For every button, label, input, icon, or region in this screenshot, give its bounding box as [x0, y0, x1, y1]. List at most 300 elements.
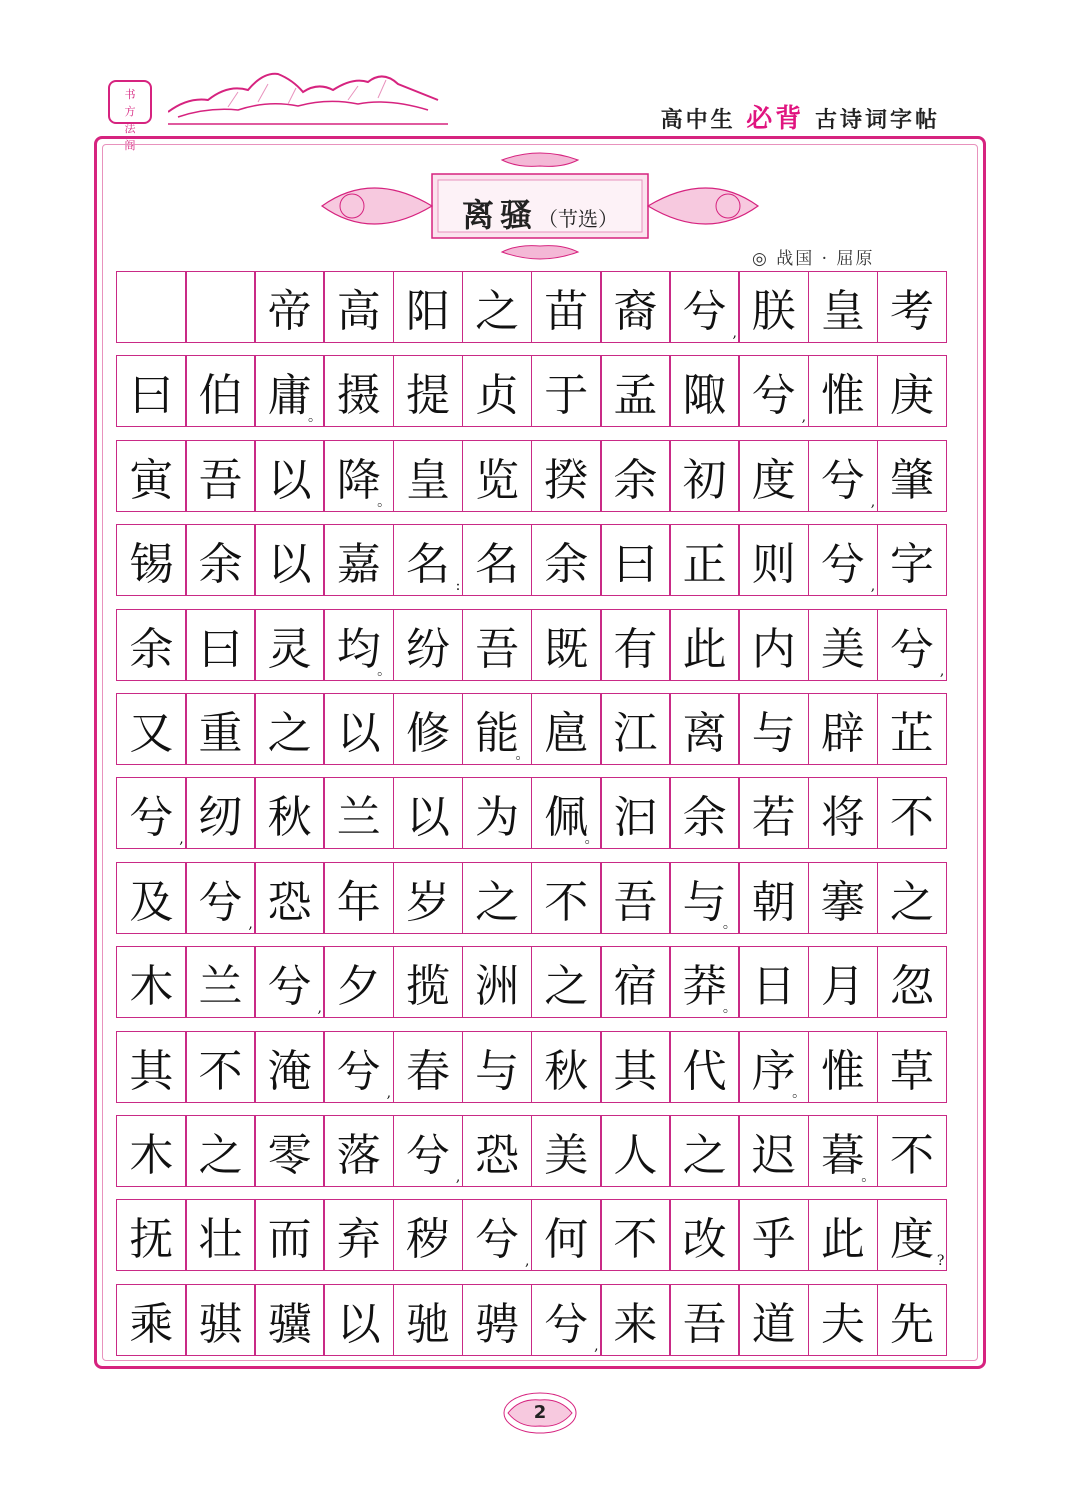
cell-character: 吾 — [475, 623, 520, 675]
cell-character: 陬 — [682, 370, 727, 422]
cell-character: 先 — [890, 1298, 935, 1350]
cell-character: 江 — [613, 707, 658, 759]
cell-character: 而 — [267, 1214, 312, 1266]
grid-cell — [116, 1115, 187, 1187]
cell-character: 迟 — [751, 1129, 796, 1181]
grid-cell — [254, 777, 325, 849]
grid-row — [116, 1115, 964, 1187]
grid-cell — [185, 1284, 256, 1356]
cell-punctuation: 。 — [377, 662, 392, 679]
grid-cell — [185, 609, 256, 681]
grid-cell — [185, 862, 256, 934]
cell-punctuation: , — [870, 493, 876, 510]
cell-character: 度 — [890, 1214, 935, 1266]
grid-cell — [462, 1031, 533, 1103]
grid-cell — [323, 609, 394, 681]
cell-punctuation: , — [317, 1000, 322, 1017]
cell-character: 草 — [890, 1045, 935, 1097]
cell-character: 以 — [336, 1298, 381, 1350]
cell-character: 字 — [890, 539, 935, 591]
grid-cell — [116, 1284, 187, 1356]
cell-punctuation: , — [455, 1168, 461, 1185]
cell-character: 高 — [336, 286, 381, 337]
grid-row — [116, 693, 964, 765]
grid-cell — [323, 271, 394, 343]
cell-character: 落 — [336, 1129, 381, 1181]
grid-cell — [185, 355, 256, 427]
grid-cell — [185, 524, 256, 596]
grid-cell — [669, 440, 740, 512]
grid-cell — [116, 609, 187, 681]
grid-cell — [600, 355, 671, 427]
grid-cell — [116, 862, 187, 934]
cell-punctuation: , — [801, 409, 807, 426]
grid-cell — [116, 271, 187, 343]
cell-character: 不 — [198, 1045, 243, 1097]
cell-character: 兮 — [820, 454, 865, 506]
grid-cell — [531, 524, 602, 596]
grid-cell — [254, 1284, 325, 1356]
grid-cell — [877, 524, 948, 596]
grid-cell — [254, 1031, 325, 1103]
cell-character: 何 — [544, 1214, 589, 1266]
cell-character: 洲 — [475, 961, 520, 1013]
cell-character: 余 — [682, 792, 727, 844]
cell-character: 其 — [613, 1045, 658, 1097]
grid-cell — [254, 1199, 325, 1271]
grid-cell — [462, 1115, 533, 1187]
grid-cell — [254, 862, 325, 934]
cell-character: 兮 — [820, 539, 865, 591]
cell-character: 孟 — [613, 370, 658, 422]
grid-cell — [600, 609, 671, 681]
grid-cell — [738, 1115, 809, 1187]
cell-character: 淹 — [267, 1045, 312, 1097]
cell-character: 与 — [751, 707, 796, 759]
grid-cell — [323, 693, 394, 765]
cell-character: 零 — [267, 1129, 312, 1181]
grid-cell — [393, 946, 464, 1018]
grid-cell — [531, 1115, 602, 1187]
grid-cell — [462, 524, 533, 596]
grid-cell — [462, 946, 533, 1018]
cell-character: 暮 — [820, 1129, 865, 1181]
grid-cell — [877, 693, 948, 765]
cell-character: 恐 — [475, 1129, 520, 1181]
cell-character: 正 — [682, 539, 727, 591]
cell-character: 骐 — [198, 1298, 243, 1350]
grid-cell — [185, 946, 256, 1018]
cell-character: 之 — [475, 876, 520, 928]
grid-row — [116, 1284, 964, 1356]
cell-punctuation: , — [870, 578, 876, 595]
grid-cell — [808, 440, 879, 512]
cell-character: 不 — [890, 1129, 935, 1181]
grid-cell — [393, 862, 464, 934]
grid-cell — [808, 777, 879, 849]
grid-cell — [600, 777, 671, 849]
grid-cell — [600, 524, 671, 596]
grid-cell — [600, 862, 671, 934]
cell-character: 忽 — [890, 961, 935, 1013]
cell-character: 揆 — [544, 454, 589, 506]
grid-cell — [600, 693, 671, 765]
cell-character: 兮 — [129, 792, 174, 844]
cell-character: 将 — [820, 792, 865, 844]
cell-character: 有 — [613, 623, 658, 675]
grid-cell — [877, 946, 948, 1018]
cell-character: 抚 — [129, 1214, 174, 1266]
grid-cell — [877, 609, 948, 681]
cell-character: 骥 — [267, 1298, 312, 1350]
cell-character: 日 — [751, 961, 796, 1013]
grid-cell — [808, 355, 879, 427]
cell-character: 兰 — [198, 961, 243, 1013]
cell-character: 修 — [405, 707, 450, 759]
grid-cell — [877, 1284, 948, 1356]
grid-cell — [669, 1199, 740, 1271]
cell-character: 不 — [890, 792, 935, 844]
grid-cell — [531, 862, 602, 934]
cell-character: 阳 — [405, 286, 450, 337]
grid-row — [116, 440, 964, 512]
grid-cell — [531, 693, 602, 765]
poem-title-sub: （节选） — [538, 207, 618, 231]
grid-cell — [254, 693, 325, 765]
grid-row — [116, 777, 964, 849]
cell-character: 以 — [405, 792, 450, 844]
cell-character: 纫 — [198, 792, 243, 844]
grid-cell — [323, 440, 394, 512]
grid-cell — [738, 777, 809, 849]
cell-punctuation: 。 — [377, 493, 392, 510]
cell-character: 度 — [751, 454, 796, 506]
grid-cell — [738, 271, 809, 343]
cell-character: 重 — [198, 707, 243, 759]
grid-cell — [669, 1284, 740, 1356]
cell-character: 乎 — [751, 1214, 796, 1266]
mountain-illustration — [168, 62, 448, 132]
cell-character: 余 — [544, 539, 589, 591]
cell-character: 余 — [613, 454, 658, 506]
grid-cell — [462, 271, 533, 343]
grid-cell — [116, 693, 187, 765]
cell-character: 裔 — [613, 286, 658, 337]
cell-character: 之 — [544, 961, 589, 1013]
poem-title — [0, 190, 1080, 236]
grid-cell — [808, 862, 879, 934]
cell-character: 莽 — [682, 961, 727, 1013]
cell-character: 余 — [198, 539, 243, 591]
cell-character: 道 — [751, 1298, 796, 1350]
cell-character: 伯 — [198, 370, 243, 422]
cell-character: 及 — [129, 876, 174, 928]
grid-cell — [600, 1284, 671, 1356]
cell-character: 木 — [129, 961, 174, 1013]
cell-character: 降 — [336, 454, 381, 506]
cell-character: 提 — [405, 370, 450, 422]
cell-character: 为 — [475, 792, 520, 844]
grid-cell — [393, 693, 464, 765]
cell-character: 兮 — [544, 1298, 589, 1350]
cell-character: 改 — [682, 1214, 727, 1266]
grid-cell — [531, 1284, 602, 1356]
grid-cell — [116, 355, 187, 427]
grid-cell — [877, 862, 948, 934]
cell-character: 朝 — [751, 876, 796, 928]
cell-punctuation: 。 — [722, 915, 737, 932]
cell-punctuation: 。 — [792, 1084, 807, 1101]
cell-character: 内 — [751, 623, 796, 675]
grid-cell — [393, 440, 464, 512]
grid-cell — [669, 693, 740, 765]
cell-character: 又 — [129, 707, 174, 759]
grid-cell — [669, 946, 740, 1018]
grid-cell — [393, 1199, 464, 1271]
cell-character: 来 — [613, 1298, 658, 1350]
grid-cell — [808, 271, 879, 343]
grid-cell — [808, 609, 879, 681]
cell-character: 苗 — [544, 286, 589, 337]
cell-character: 之 — [682, 1129, 727, 1181]
grid-cell — [531, 440, 602, 512]
cell-character: 与 — [475, 1045, 520, 1097]
cell-character: 年 — [336, 876, 381, 928]
cell-character: 夫 — [820, 1298, 865, 1350]
grid-cell — [808, 1031, 879, 1103]
grid-cell — [877, 440, 948, 512]
cell-character: 曰 — [613, 539, 658, 591]
grid-cell — [185, 1115, 256, 1187]
cell-character: 秽 — [405, 1214, 450, 1266]
cell-character: 兮 — [405, 1129, 450, 1181]
grid-cell — [669, 609, 740, 681]
grid-cell — [738, 355, 809, 427]
grid-cell — [738, 862, 809, 934]
cell-character: 以 — [267, 539, 312, 591]
grid-cell — [462, 777, 533, 849]
grid-cell — [393, 355, 464, 427]
grid-cell — [185, 1199, 256, 1271]
grid-cell — [877, 1031, 948, 1103]
grid-cell — [393, 524, 464, 596]
cell-character: 乘 — [129, 1298, 174, 1350]
cell-character: 嘉 — [336, 539, 381, 591]
cell-character: 初 — [682, 454, 727, 506]
poem-title-main: 离骚 — [461, 196, 538, 234]
cell-punctuation: 。 — [722, 1000, 737, 1017]
cell-character: 不 — [544, 876, 589, 928]
cell-character: 皇 — [820, 286, 865, 337]
cell-character: 芷 — [890, 707, 935, 759]
cell-punctuation: ? — [936, 1253, 945, 1270]
grid-cell — [738, 946, 809, 1018]
grid-cell — [185, 693, 256, 765]
cell-character: 能 — [475, 707, 520, 759]
grid-cell — [877, 1115, 948, 1187]
cell-character: 兮 — [751, 370, 796, 422]
cell-character: 兮 — [198, 876, 243, 928]
grid-cell — [254, 946, 325, 1018]
grid-cell — [600, 1031, 671, 1103]
cell-character: 纷 — [405, 623, 450, 675]
publisher-seal: 书 方 法 阁 — [108, 80, 152, 124]
cell-character: 壮 — [198, 1214, 243, 1266]
grid-cell — [462, 355, 533, 427]
grid-cell — [116, 777, 187, 849]
cell-character: 兮 — [682, 286, 727, 337]
cell-punctuation: 。 — [861, 1168, 876, 1185]
cell-character: 之 — [475, 286, 520, 337]
cell-punctuation: , — [386, 1084, 392, 1101]
grid-cell — [808, 1199, 879, 1271]
cell-character: 序 — [751, 1045, 796, 1097]
cell-character: 摄 — [336, 370, 381, 422]
cell-character: 既 — [544, 623, 589, 675]
grid-cell — [116, 1199, 187, 1271]
grid-cell — [393, 271, 464, 343]
grid-cell — [600, 440, 671, 512]
cell-character: 吾 — [682, 1298, 727, 1350]
grid-cell — [254, 1115, 325, 1187]
grid-row — [116, 355, 964, 427]
cell-character: 人 — [613, 1129, 658, 1181]
grid-cell — [323, 524, 394, 596]
grid-cell — [116, 946, 187, 1018]
grid-cell — [462, 862, 533, 934]
cell-punctuation: , — [594, 1337, 599, 1354]
grid-cell — [462, 1199, 533, 1271]
cell-character: 则 — [751, 539, 796, 591]
cell-character: 扈 — [544, 707, 589, 759]
grid-cell — [531, 355, 602, 427]
grid-cell — [185, 440, 256, 512]
cell-character: 宿 — [613, 961, 658, 1013]
cell-character: 考 — [890, 286, 935, 337]
cell-punctuation: : — [455, 578, 461, 595]
cell-character: 秋 — [544, 1045, 589, 1097]
cell-punctuation: , — [524, 1253, 530, 1270]
cell-character: 名 — [405, 539, 450, 591]
cell-character: 均 — [336, 623, 381, 675]
cell-character: 朕 — [751, 286, 796, 337]
grid-cell — [669, 271, 740, 343]
cell-punctuation: 。 — [584, 831, 599, 848]
cell-character: 之 — [198, 1129, 243, 1181]
cell-character: 肇 — [890, 454, 935, 506]
grid-cell — [531, 271, 602, 343]
grid-cell — [738, 693, 809, 765]
cell-character: 庚 — [890, 370, 935, 422]
grid-cell — [600, 271, 671, 343]
grid-cell — [116, 440, 187, 512]
grid-cell — [185, 1031, 256, 1103]
cell-character: 代 — [682, 1045, 727, 1097]
cell-character: 离 — [682, 707, 727, 759]
cell-character: 之 — [890, 876, 935, 928]
grid-row — [116, 524, 964, 596]
grid-cell — [323, 862, 394, 934]
cell-character: 览 — [475, 454, 520, 506]
grid-row — [116, 1031, 964, 1103]
grid-cell — [462, 693, 533, 765]
grid-cell — [185, 271, 256, 343]
cell-character: 其 — [129, 1045, 174, 1097]
book-title-highlight: 必背 — [746, 104, 805, 134]
cell-punctuation: , — [248, 915, 253, 932]
cell-character: 美 — [544, 1129, 589, 1181]
grid-cell — [393, 777, 464, 849]
cell-character: 曰 — [129, 370, 174, 422]
cell-character: 恐 — [267, 876, 312, 928]
grid-cell — [738, 1199, 809, 1271]
cell-character: 秋 — [267, 792, 312, 844]
grid-cell — [669, 1031, 740, 1103]
grid-cell — [323, 1284, 394, 1356]
cell-character: 不 — [613, 1214, 658, 1266]
grid-cell — [877, 355, 948, 427]
page-number: 2 — [533, 1402, 547, 1423]
grid-cell — [738, 1031, 809, 1103]
cell-character: 以 — [336, 707, 381, 759]
grid-cell — [738, 1284, 809, 1356]
cell-character: 此 — [820, 1214, 865, 1266]
cell-character: 锡 — [129, 539, 174, 591]
grid-row — [116, 609, 964, 681]
cell-character: 寅 — [129, 454, 174, 506]
cell-punctuation: , — [179, 831, 184, 848]
grid-cell — [669, 1115, 740, 1187]
cell-punctuation: , — [939, 662, 945, 679]
grid-cell — [877, 1199, 948, 1271]
grid-cell — [738, 440, 809, 512]
grid-cell — [600, 946, 671, 1018]
cell-punctuation: 。 — [515, 746, 530, 763]
grid-cell — [393, 1284, 464, 1356]
grid-cell — [254, 440, 325, 512]
cell-character: 惟 — [820, 370, 865, 422]
cell-character: 春 — [405, 1045, 450, 1097]
grid-cell — [393, 609, 464, 681]
cell-character: 夕 — [336, 961, 381, 1013]
grid-cell — [185, 777, 256, 849]
cell-character: 佩 — [544, 792, 589, 844]
grid-cell — [116, 1031, 187, 1103]
grid-cell — [323, 946, 394, 1018]
cell-character: 弃 — [336, 1214, 381, 1266]
cell-character: 美 — [820, 623, 865, 675]
cell-character: 兮 — [475, 1214, 520, 1266]
cell-character: 月 — [820, 961, 865, 1013]
grid-cell — [254, 355, 325, 427]
grid-cell — [808, 946, 879, 1018]
cell-character: 余 — [129, 623, 174, 675]
grid-cell — [462, 609, 533, 681]
cell-character: 惟 — [820, 1045, 865, 1097]
grid-row — [116, 1199, 964, 1271]
cell-character: 岁 — [405, 876, 450, 928]
grid-cell — [393, 1115, 464, 1187]
cell-character: 贞 — [475, 370, 520, 422]
cell-character: 兮 — [890, 623, 935, 675]
grid-cell — [323, 777, 394, 849]
grid-cell — [323, 355, 394, 427]
cell-character: 骋 — [475, 1298, 520, 1350]
poem-author: ◎ 战国 · 屈原 — [752, 249, 875, 269]
cell-character: 与 — [682, 876, 727, 928]
practice-grid — [116, 271, 964, 1368]
cell-character: 于 — [544, 370, 589, 422]
